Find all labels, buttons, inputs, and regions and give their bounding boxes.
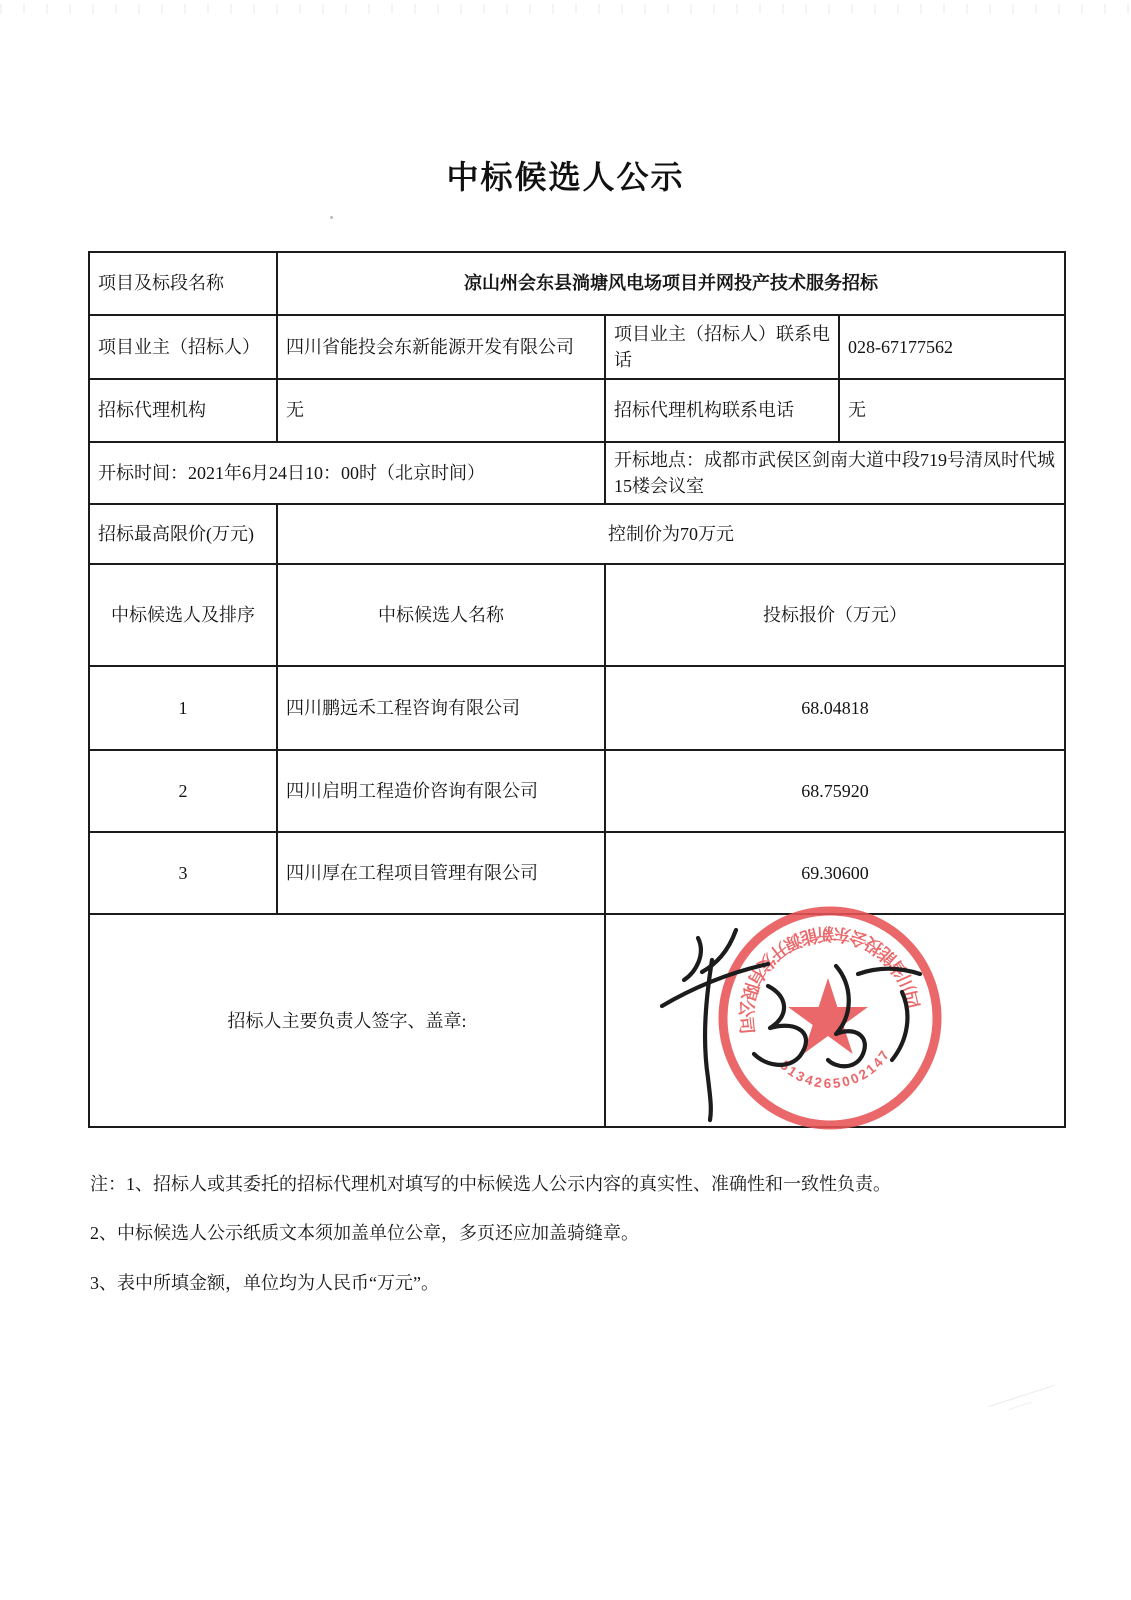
scan-smudge <box>988 1385 1063 1432</box>
note-line: 注：1、招标人或其委托的招标代理机对填写的中标候选人公示内容的真实性、准确性和一致性负责。 <box>90 1174 891 1194</box>
header-bid: 投标报价（万元） <box>605 564 1065 666</box>
owner-phone-label: 项目业主（招标人）联系电话 <box>605 315 839 379</box>
stamp-number-text: 5134265002147 <box>777 1046 894 1092</box>
header-rank: 中标候选人及排序 <box>89 564 277 666</box>
candidate-rank: 3 <box>89 832 277 914</box>
table-row-candidate-3 <box>89 832 1065 914</box>
price-limit-label: 招标最高限价(万元) <box>89 504 277 564</box>
candidate-rank: 1 <box>89 666 277 750</box>
agency-label: 招标代理机构 <box>89 379 277 442</box>
announcement-table <box>88 251 1066 1128</box>
table-row-candidate-2 <box>89 750 1065 832</box>
candidate-name: 四川厚在工程项目管理有限公司 <box>277 832 605 914</box>
opening-time: 开标时间：2021年6月24日10：00时（北京时间） <box>89 442 605 504</box>
table-row-signature <box>89 914 1065 1127</box>
owner-label: 项目业主（招标人） <box>89 315 277 379</box>
stamp-company-text: 四川省能投会东新能源开发有限公司 <box>735 923 924 1036</box>
project-label: 项目及标段名称 <box>89 252 277 315</box>
note-line: 3、表中所填金额，单位均为人民币“万元”。 <box>90 1272 439 1293</box>
candidate-name: 四川鹏远禾工程咨询有限公司 <box>277 666 605 750</box>
candidate-bid: 68.75920 <box>605 750 1065 832</box>
candidate-rank: 2 <box>89 750 277 832</box>
owner-phone-value: 028-67177562 <box>839 315 1065 379</box>
signature-label: 招标人主要负责人签字、盖章: <box>89 914 605 1127</box>
opening-place: 开标地点：成都市武侯区剑南大道中段719号清凤时代城15楼会议室 <box>605 442 1065 504</box>
notes-block <box>90 1172 1050 1320</box>
table-row-price-limit <box>89 504 1065 564</box>
table-row-project <box>89 252 1065 315</box>
table-row-owner <box>89 315 1065 379</box>
scan-speck <box>330 216 333 219</box>
agency-phone-value: 无 <box>839 379 1065 442</box>
scan-noise <box>0 4 1131 14</box>
table-row-opening <box>89 442 1065 504</box>
stamp-cell <box>605 914 1065 1127</box>
price-limit-value: 控制价为70万元 <box>277 504 1065 564</box>
candidate-bid: 68.04818 <box>605 666 1065 750</box>
agency-value: 无 <box>277 379 605 442</box>
owner-value: 四川省能投会东新能源开发有限公司 <box>277 315 605 379</box>
header-name: 中标候选人名称 <box>277 564 605 666</box>
agency-phone-label: 招标代理机构联系电话 <box>605 379 839 442</box>
note-line: 2、中标候选人公示纸质文本须加盖单位公章，多页还应加盖骑缝章。 <box>90 1223 639 1244</box>
project-value: 凉山州会东县淌塘风电场项目并网投产技术服务招标 <box>277 252 1065 315</box>
page-title: 中标候选人公示 <box>446 159 685 195</box>
candidate-name: 四川启明工程造价咨询有限公司 <box>277 750 605 832</box>
candidate-bid: 69.30600 <box>605 832 1065 914</box>
table-row-agency <box>89 379 1065 442</box>
table-row-candidates-header <box>89 564 1065 666</box>
table-row-candidate-1 <box>89 666 1065 750</box>
